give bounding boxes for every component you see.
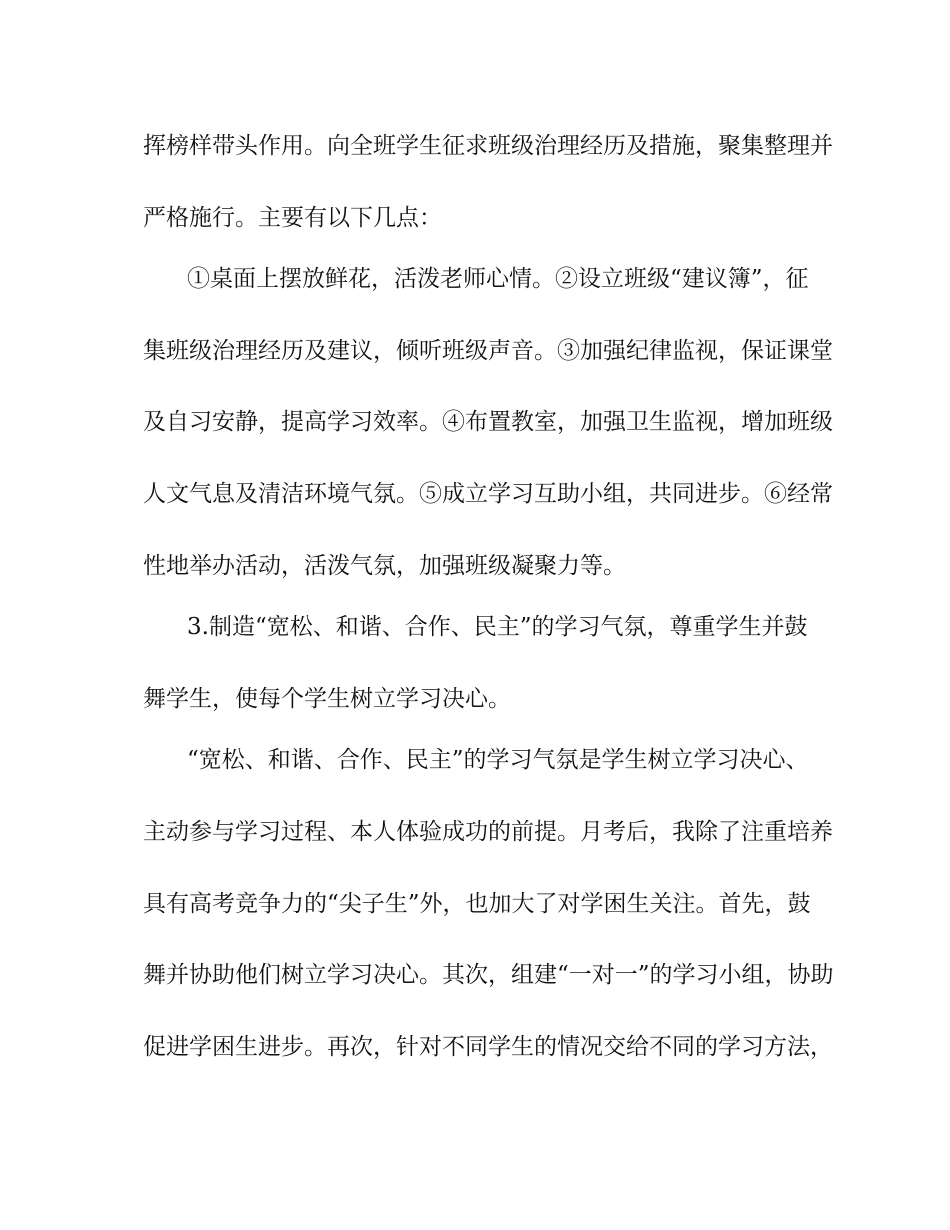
section-heading-line: 3.制造“宽松、和谐、合作、民主”的学习气氛，尊重学生并鼓 bbox=[187, 614, 808, 640]
text-line: 具有高考竞争力的“尖子生”外，也加大了对学困生关注。首先，鼓 bbox=[143, 891, 811, 917]
text-line: 主动参与学习过程、本人体验成功的前提。月考后，我除了注重培养 bbox=[143, 819, 833, 845]
text-line: 人文气息及清洁环境气氛。⑤成立学习互助小组，共同进步。⑥经常 bbox=[143, 481, 833, 507]
paragraph-start-line: ①桌面上摆放鲜花，活泼老师心情。②设立班级“建议簿”，征 bbox=[187, 266, 809, 292]
paragraph-start-line: “宽松、和谐、合作、民主”的学习气氛是学生树立学习决心、 bbox=[187, 747, 809, 773]
text-line: 挥榜样带头作用。向全班学生征求班级治理经历及措施，聚集整理并 bbox=[143, 133, 833, 159]
text-line: 舞学生，使每个学生树立学习决心。 bbox=[143, 686, 511, 712]
text-line: 性地举办活动，活泼气氛，加强班级凝聚力等。 bbox=[143, 553, 626, 579]
text-line: 严格施行。主要有以下几点： bbox=[143, 205, 442, 231]
text-line: 促进学困生进步。再次，针对不同学生的情况交给不同的学习方法， bbox=[143, 1034, 833, 1060]
text-line: 舞并协助他们树立学习决心。其次，组建“一对一”的学习小组，协助 bbox=[143, 962, 834, 988]
text-line: 集班级治理经历及建议，倾听班级声音。③加强纪律监视，保证课堂 bbox=[143, 338, 833, 364]
text-line: 及自习安静，提高学习效率。④布置教室，加强卫生监视，增加班级 bbox=[143, 409, 833, 435]
